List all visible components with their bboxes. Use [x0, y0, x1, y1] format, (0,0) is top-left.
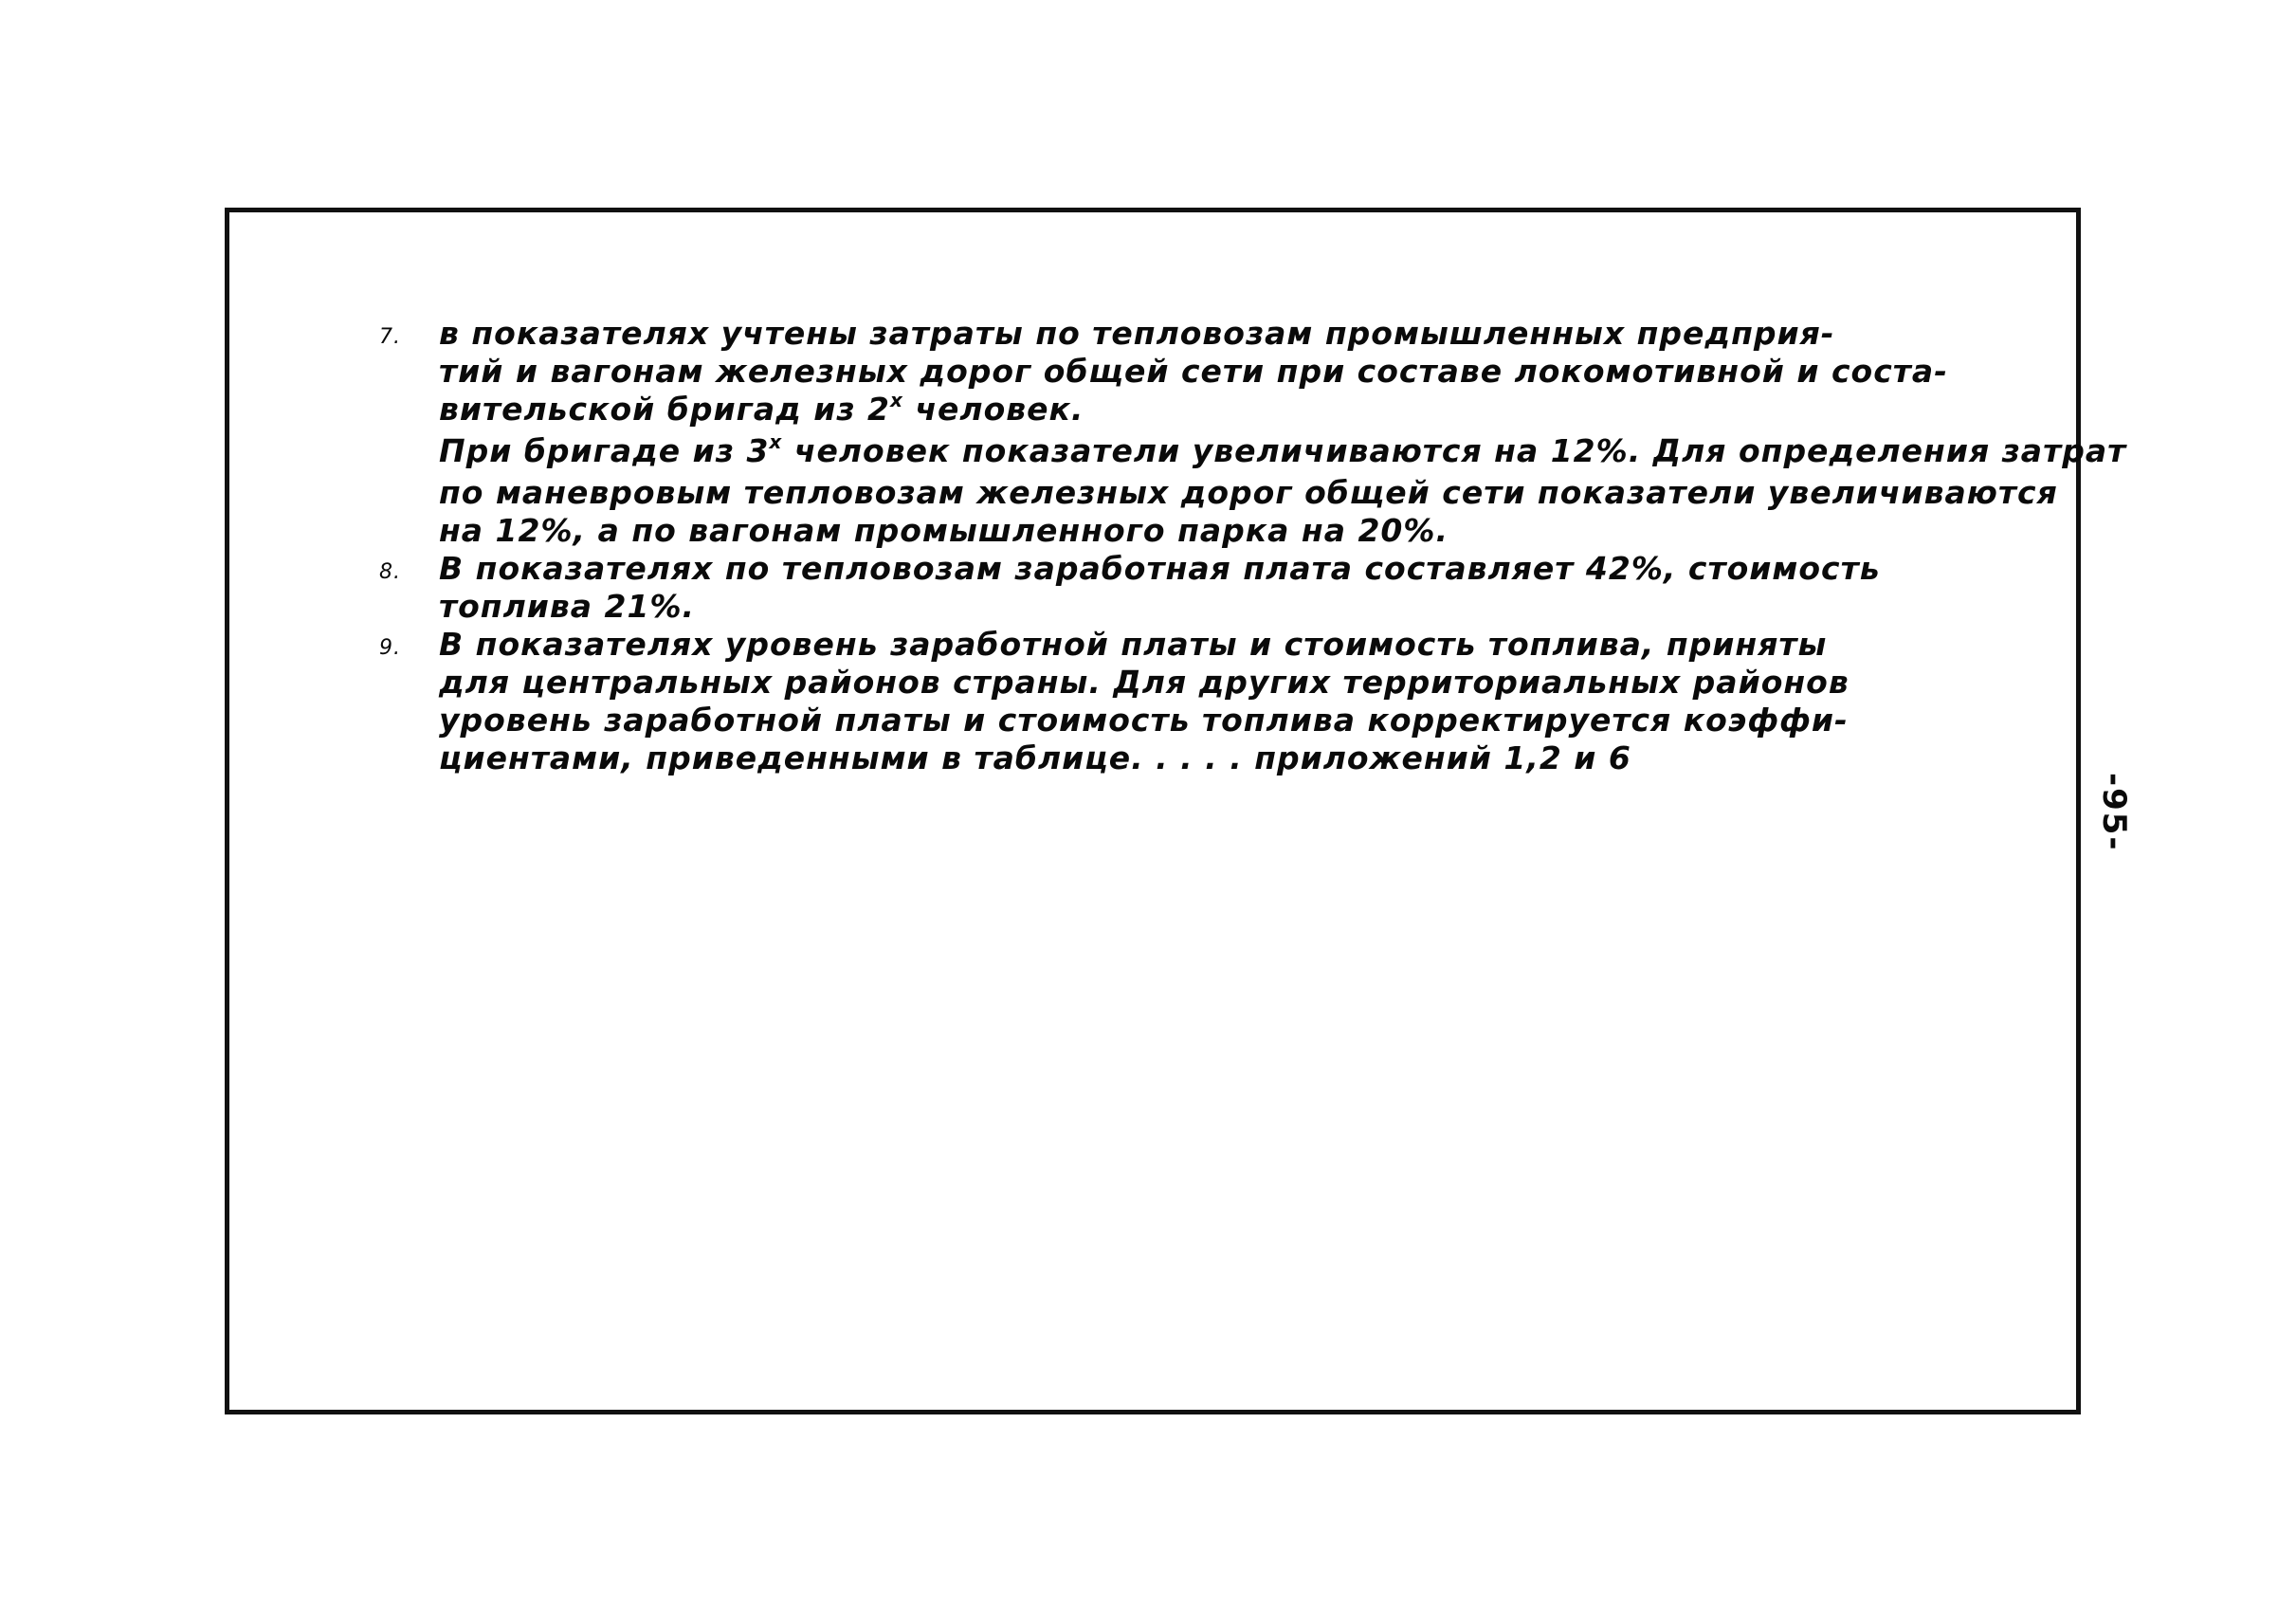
note-line: В показателях по тепловозам заработная плата составляет 42%, стоимость: [439, 550, 1881, 587]
superscript: х: [889, 389, 903, 411]
note-9: [379, 626, 1934, 777]
note-line-text: При бригаде из 3: [439, 432, 770, 469]
notes-block: [379, 315, 2127, 777]
note-8: [379, 550, 1934, 626]
note-7: [379, 315, 2127, 550]
note-number: 8.: [379, 560, 401, 584]
note-number: 9.: [379, 636, 401, 660]
note-line: В показателях уровень заработной платы и стоимость топлива, приняты: [439, 626, 1828, 663]
note-line-text: вительской бригад из 2: [439, 391, 890, 428]
note-line: [439, 430, 2127, 474]
page-number: -95-: [2095, 773, 2133, 852]
note-line: в показателях учтены затраты по тепловозам промышленных предприя-: [439, 315, 1835, 352]
note-line: уровень заработной платы и стоимость топлива корректируется коэффи-: [439, 702, 1849, 739]
note-line: на 12%, а по вагонам промышленного парка на 20%.: [439, 512, 1449, 549]
note-line: тий и вагонам железных дорог общей сети при составе локомотивной и соста-: [439, 353, 1948, 390]
note-line-text: человек показатели увеличиваются на 12%. Для определения затрат: [782, 432, 2127, 469]
note-line: для центральных районов страны. Для других территориальных районов: [439, 664, 1850, 701]
note-number: 7.: [379, 325, 401, 349]
note-line-text: человек.: [902, 391, 1084, 428]
note-line: [439, 391, 1934, 432]
superscript: х: [769, 430, 783, 453]
note-line: циентами, приведенными в таблице. . . . . приложений 1,2 и 6: [439, 739, 1631, 776]
note-line: топлива 21%.: [439, 588, 696, 625]
note-line: по маневровым тепловозам железных дорог общей сети показатели увеличиваются: [439, 474, 2058, 511]
